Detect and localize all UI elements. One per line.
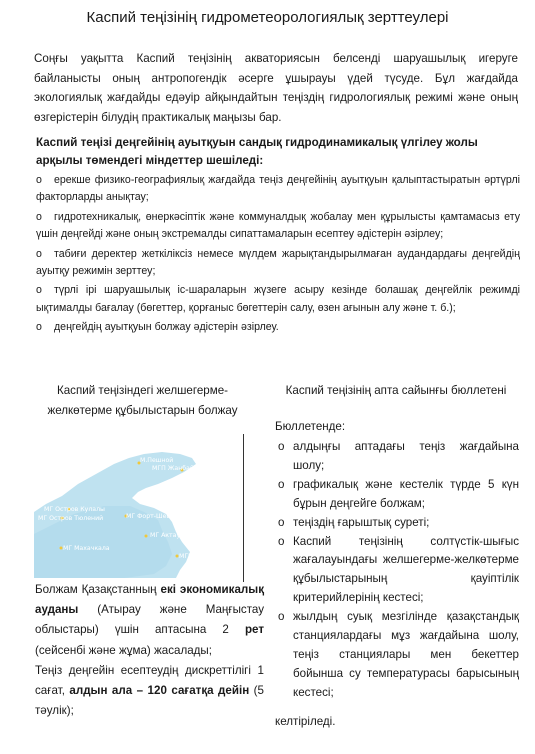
forecast-text: Болжам Қазақстанның (35, 583, 161, 596)
task-text: табиғи деректер жеткіліксіз немесе мүлдем жарықтандырылмаған аудандардағы деңгейдің ауытқу режимін зерттеу; (36, 247, 520, 278)
bulletin-item-text: Каспий теңізінің солтүстік-шығыс жағалауындағы желшегерме-желкөтерме құбылыстарының қауіптілік критерийлерінің кестесі; (293, 534, 519, 605)
station-dot (145, 535, 148, 538)
bullet-icon: o (278, 610, 285, 624)
surge-forecast-heading (40, 381, 245, 421)
map-label-peshnoy: М.Пешной (140, 457, 174, 464)
intro-paragraph: Соңғы уақытта Каспий теңізінің акваториясын белсенді шаруашылық игеруге байланысты оның антропогендік әсерге ұшырауы үдей түсуде. Бұл жағдайда экологиялық жағдайды едәуір айқындайтын теңіздің гидрологиялық режимі және оның өзгерістерін білудің практикалық маңызы бар. (34, 52, 518, 124)
forecast-emphasis: екі экономикалық ауданы (35, 583, 264, 617)
bulletin-heading: Каспий теңізінің апта сайынғы бюллетені (285, 384, 507, 397)
bullet-icon: o (36, 247, 42, 260)
bullet-icon: o (278, 440, 285, 453)
heading-line: желкөтерме құбылыстарын болжау (47, 404, 238, 417)
list-item (36, 246, 520, 281)
caspian-sea-map (34, 434, 240, 578)
list-item (36, 172, 520, 207)
bullet-icon: o (36, 284, 42, 297)
list-item (278, 608, 519, 703)
tasks-list (36, 172, 520, 339)
heading-line: Каспий теңізіндегі желшегерме- (56, 384, 229, 397)
map-label-aktau: МГ Актау (150, 532, 181, 539)
task-text: гидротехникалық, өнеркәсіптік және коммуналдық жобалау мен құрылысты қамтамасыз ету үшін деңгейді және оның экстремалды сипаттамаларын есептеу әдістерін әзірлеу; (36, 210, 520, 241)
bulletin-ending: келтіріледі. (275, 715, 336, 728)
bullet-icon: o (36, 174, 42, 186)
tasks-heading: Каспий теңізі деңгейінің ауытқуын сандық гидродинамикалық үлгілеу жолы арқылы төмендегі міндеттер шешіледі: (36, 136, 478, 167)
list-item (278, 514, 519, 533)
forecast-text: (5 тәулік); (35, 684, 264, 718)
bullet-icon: o (36, 210, 42, 223)
forecast-emphasis: рет (244, 623, 264, 637)
list-item (278, 533, 519, 609)
bulletin-list (278, 438, 519, 703)
list-item (36, 282, 520, 317)
bullet-icon: o (36, 321, 42, 334)
forecast-text: (Атырау және Маңғыстау облыстары) үшін аптасына 2 (35, 603, 264, 637)
task-text: ерекше физико-географиялық жағдайда теңіз деңгейінің ауытқуын қалыптастыратын әртүрлі факторларды анықтау; (36, 174, 520, 204)
bulletin-lead: Бюллетенде: (275, 420, 346, 433)
bullet-icon: o (278, 534, 285, 548)
bullet-icon: o (278, 515, 285, 529)
map-label-makhachkala: МГ Махачкала (63, 545, 110, 552)
bulletin-item-text: графикалық және кестелік түрде 5 күн бұрын деңгейге болжам; (293, 477, 519, 510)
map-label-zhanbay: МГП Жанбай (152, 465, 194, 472)
forecast-text: (сейсенбі және жұма) жасалады; (35, 643, 212, 657)
bulletin-item-text: алдыңғы аптадағы теңіз жағдайына шолу; (293, 440, 519, 472)
list-item (36, 209, 520, 244)
list-item (36, 319, 520, 336)
map-label-fort: МГ Форт-Шевченко (126, 513, 190, 520)
bulletin-item-text: жылдың суық мезгілінде қазақстандық станциялардағы мұз жағдайына шолу, теңіз станциялары мен бекеттер бойынша су температурасы барысының кестесі; (293, 610, 519, 699)
list-item (278, 438, 519, 476)
column-divider (243, 434, 244, 582)
map-label-fetisovo: МГП Фетисово (179, 553, 227, 560)
map-label-kulaly: МГ Остров Кулалы (44, 506, 105, 513)
page-title: Каспий теңізінің гидрометеорологиялық зерттеулері (86, 9, 449, 26)
bulletin-item-text: теңіздің ғарыштық суреті; (293, 515, 430, 529)
bullet-icon: o (278, 477, 285, 491)
forecast-paragraph (35, 580, 264, 721)
forecast-text: Теңіз деңгейін есептеудің дискреттілігі 1 сағат, (35, 663, 264, 698)
task-text: түрлі ірі шаруашылық іс-шараларын жүзеге асыру кезінде болашақ деңгейлік режимді ықтималды бағалау (бөгеттер, қорғаныс бөгеттерін салу, өзен ағынын алу және т. б.); (36, 284, 520, 314)
forecast-emphasis: алдын ала – 120 сағатқа дейін (69, 684, 250, 698)
map-label-tyuleniy: МГ Остров Тюлений (38, 515, 104, 522)
list-item (278, 476, 519, 514)
task-text: деңгейдің ауытқуын болжау әдістерін әзірлеу. (54, 321, 279, 334)
